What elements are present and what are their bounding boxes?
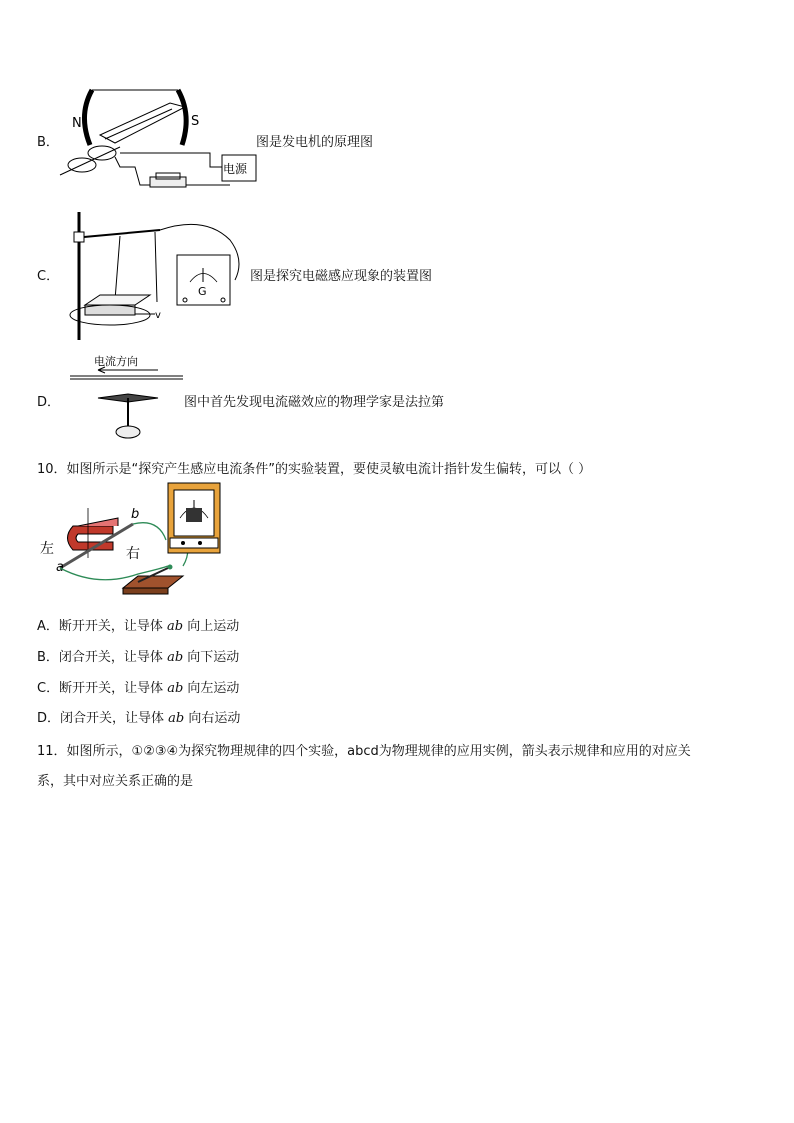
q10-option-c[interactable]: C．断开开关，让导体 ab 向左运动 <box>37 681 240 696</box>
generator-figure <box>60 85 260 195</box>
option-b-caption: 图是发电机的原理图 <box>256 135 374 150</box>
question-10-stem: 10．如图所示是“探究产生感应电流条件”的实验装置，要使灵敏电流计指针发生偏转，可以（ ） <box>37 462 592 477</box>
label-b: b <box>131 507 140 522</box>
south-pole-label: S <box>191 114 200 129</box>
q10-option-a[interactable]: A．断开开关，让导体 ab 向上运动 <box>37 619 240 634</box>
option-c-caption: 图是探究电磁感应现象的装置图 <box>250 269 433 284</box>
power-source-label: 电源 <box>223 162 248 176</box>
left-label: 左 <box>40 541 54 557</box>
north-pole-label: N <box>72 116 82 131</box>
q10-option-d[interactable]: D．闭合开关，让导体 ab 向右运动 <box>37 711 241 726</box>
question-10-figure <box>38 478 228 600</box>
right-label: 右 <box>126 546 140 562</box>
label-a: a <box>56 560 64 575</box>
current-direction-label: 电流方向 <box>94 355 138 368</box>
question-11-line2: 系，其中对应关系正确的是 <box>37 774 194 789</box>
option-d-caption: 图中首先发现电流磁效应的物理学家是法拉第 <box>184 395 445 410</box>
velocity-label: v <box>155 310 161 321</box>
induction-apparatus-figure <box>65 210 255 345</box>
option-c-letter: C． <box>37 269 60 284</box>
galvanometer-label: G <box>198 285 207 298</box>
option-b-letter: B． <box>37 135 59 150</box>
question-11-line1: 11．如图所示，①②③④为探究物理规律的四个实验，abcd为物理规律的应用实例，箭头表示规律和应用的对应关 <box>37 744 691 759</box>
q10-option-b[interactable]: B．闭合开关，让导体 ab 向下运动 <box>37 650 240 665</box>
option-d-letter: D． <box>37 395 61 410</box>
oersted-figure <box>68 352 188 447</box>
